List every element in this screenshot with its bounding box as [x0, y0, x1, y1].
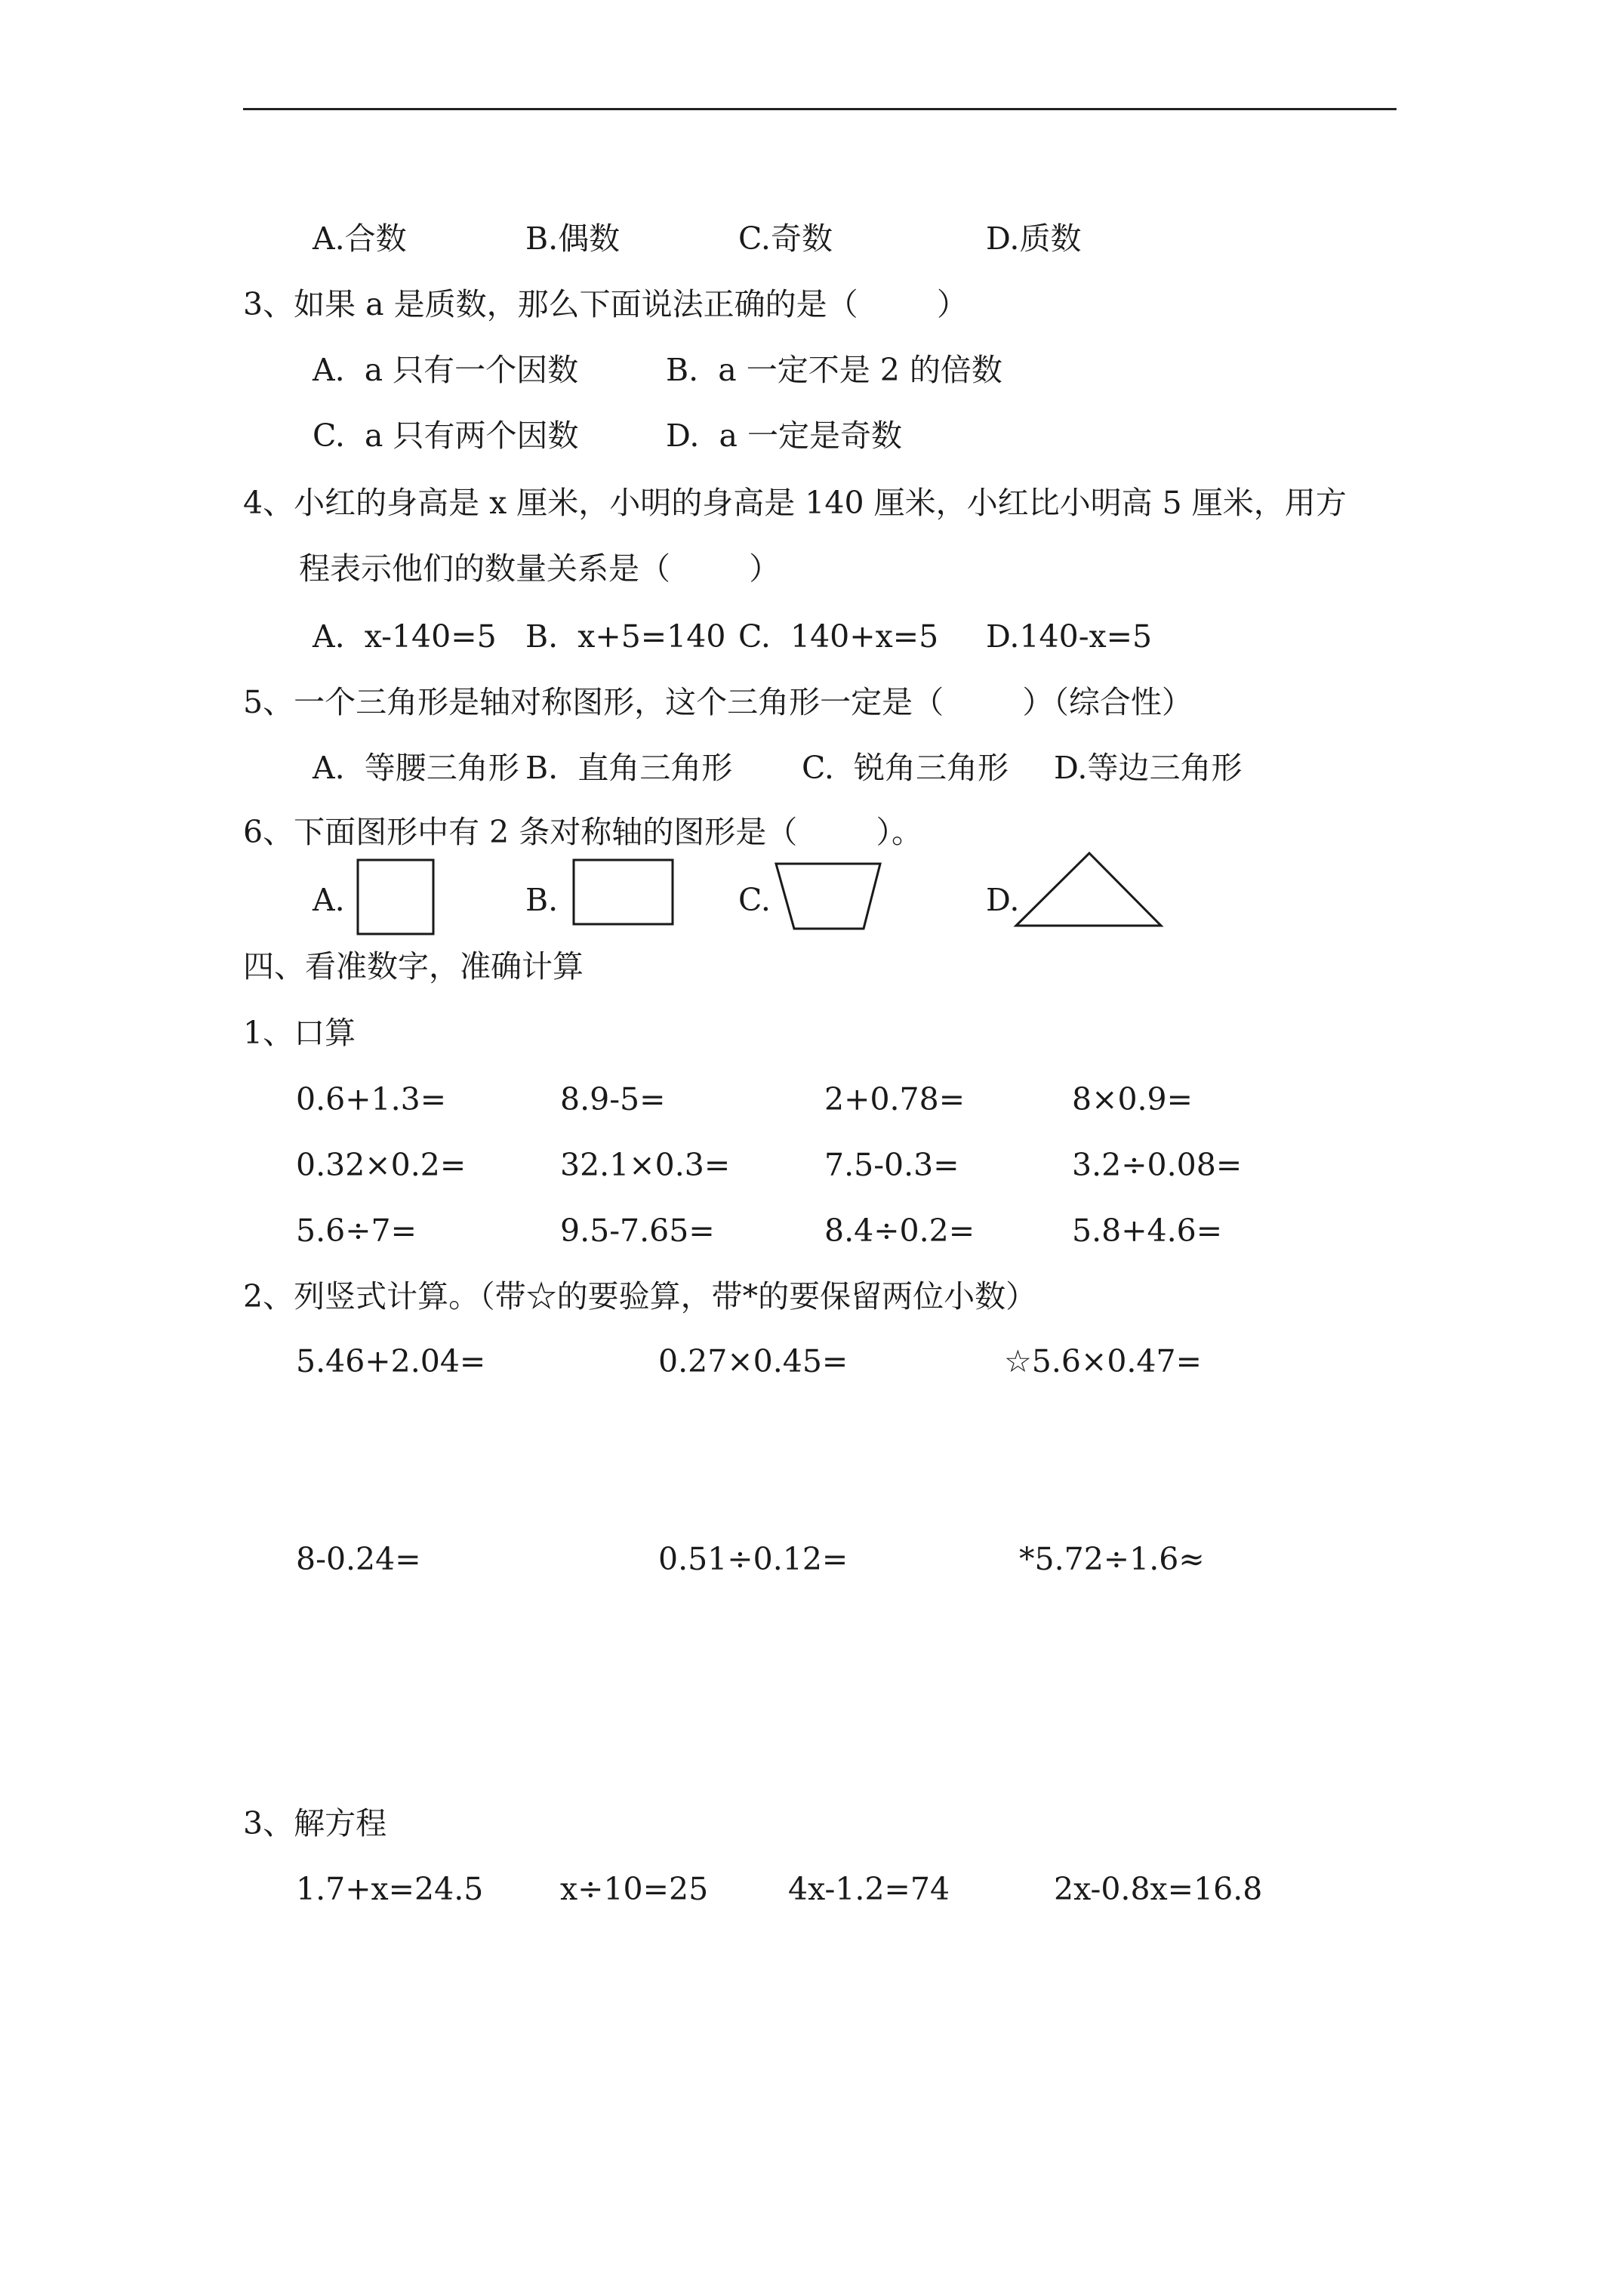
q2-option-b: B.偶数 [525, 220, 621, 257]
mental-math-item: 5.6÷7= [296, 1213, 417, 1249]
q6-label-d: D. [986, 882, 1020, 918]
mental-math-item: 2+0.78= [824, 1081, 965, 1117]
mental-math-item: 8.4÷0.2= [824, 1213, 975, 1249]
q5-stem: 5、一个三角形是轴对称图形，这个三角形一定是（ ）（综合性） [243, 684, 1193, 720]
vertical-calc-item: 5.46+2.04= [296, 1343, 486, 1379]
q5-option-c: C. 锐角三角形 [802, 750, 1009, 786]
q2-option-c: C.奇数 [738, 220, 833, 257]
triangle-figure [1013, 850, 1164, 930]
mental-math-item: 3.2÷0.08= [1072, 1147, 1243, 1183]
q4-stem-line1: 4、小红的身高是 x 厘米，小明的身高是 140 厘米，小红比小明高 5 厘米，用方 [243, 485, 1347, 521]
vertical-calc-title: 2、列竖式计算。（带☆的要验算，带*的要保留两位小数） [243, 1278, 1037, 1314]
q5-option-b: B. 直角三角形 [525, 750, 733, 786]
rectangle-figure [571, 857, 676, 928]
vertical-calc-item: 0.27×0.45= [658, 1343, 848, 1379]
q6-label-a: A. [313, 882, 345, 918]
equations-title: 3、解方程 [243, 1805, 387, 1841]
mental-math-item: 9.5-7.65= [560, 1213, 715, 1249]
section4-title: 四、看准数字，准确计算 [243, 948, 584, 985]
square-figure [355, 857, 438, 937]
mental-math-item: 5.8+4.6= [1072, 1213, 1223, 1249]
q4-stem-line2: 程表示他们的数量关系是（ ） [299, 550, 781, 587]
q5-option-d: D.等边三角形 [1054, 750, 1243, 786]
q6-label-c: C. [738, 882, 771, 918]
q6-label-b: B. [525, 882, 559, 918]
equation-item: x÷10=25 [560, 1871, 709, 1907]
mental-math-item: 8.9-5= [560, 1081, 666, 1117]
q4-option-d: D.140-x=5 [986, 618, 1153, 655]
q3-stem: 3、如果 a 是质数，那么下面说法正确的是（ ） [243, 286, 968, 322]
trapezoid-figure [773, 861, 883, 933]
vertical-calc-item: *5.72÷1.6≈ [1019, 1541, 1205, 1577]
q3-option-a: A. a 只有一个因数 [313, 352, 579, 388]
equation-item: 2x-0.8x=16.8 [1054, 1871, 1263, 1907]
mental-math-item: 8×0.9= [1072, 1081, 1193, 1117]
vertical-calc-item: ☆5.6×0.47= [1004, 1343, 1202, 1379]
header-rule [243, 108, 1397, 110]
mental-math-item: 0.32×0.2= [296, 1147, 467, 1183]
equation-item: 4x-1.2=74 [788, 1871, 950, 1907]
q3-option-c: C. a 只有两个因数 [313, 418, 579, 454]
equation-item: 1.7+x=24.5 [296, 1871, 484, 1907]
q5-option-a: A. 等腰三角形 [313, 750, 519, 786]
q6-stem: 6、下面图形中有 2 条对称轴的图形是（ ）。 [243, 814, 922, 850]
vertical-calc-item: 8-0.24= [296, 1541, 421, 1577]
q2-option-a: A.合数 [313, 220, 407, 257]
q4-option-c: C. 140+x=5 [738, 618, 939, 655]
q2-option-d: D.质数 [986, 220, 1082, 257]
q4-option-a: A. x-140=5 [313, 618, 497, 655]
q3-option-b: B. a 一定不是 2 的倍数 [666, 352, 1002, 388]
mental-math-title: 1、口算 [243, 1015, 356, 1051]
mental-math-item: 0.6+1.3= [296, 1081, 447, 1117]
q3-option-d: D. a 一定是奇数 [666, 418, 902, 454]
vertical-calc-item: 0.51÷0.12= [658, 1541, 848, 1577]
q4-option-b: B. x+5=140 [525, 618, 726, 655]
mental-math-item: 32.1×0.3= [560, 1147, 731, 1183]
mental-math-item: 7.5-0.3= [824, 1147, 959, 1183]
